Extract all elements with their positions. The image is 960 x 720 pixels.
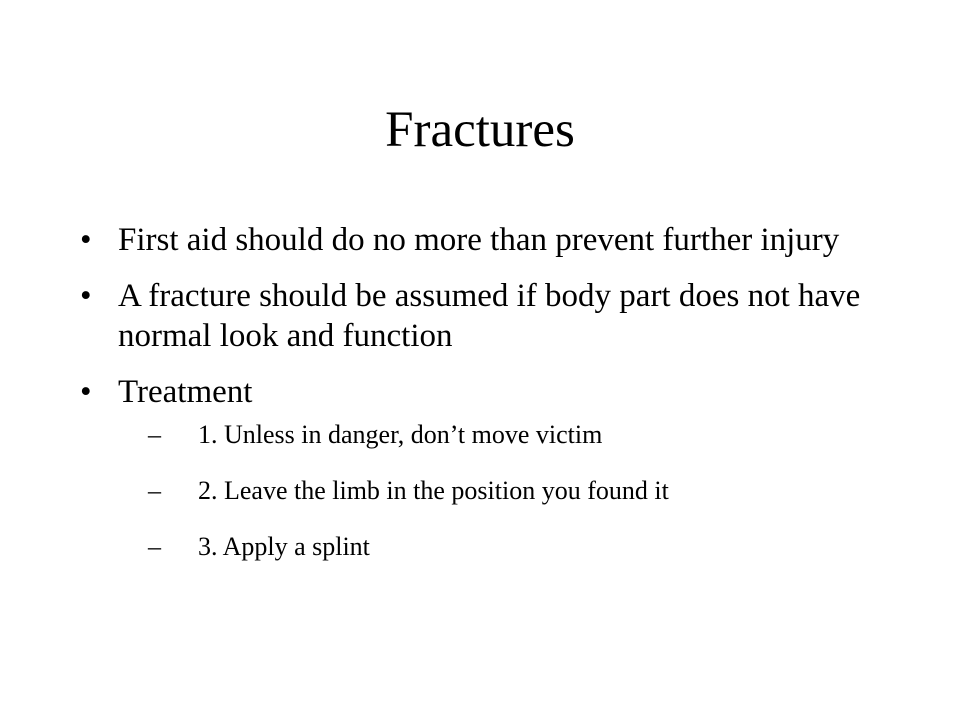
sub-bullet-marker: – (148, 476, 161, 505)
sub-bullet-text: 3. Apply a splint (198, 532, 370, 561)
sub-bullet-item (148, 420, 900, 450)
bullet-item (80, 372, 900, 562)
slide-title: Fractures (385, 102, 575, 158)
sub-bullet-item (148, 476, 900, 506)
bullet-item (80, 276, 900, 356)
bullet-text: First aid should do no more than prevent further injury (118, 222, 840, 258)
bullet-marker: • (80, 374, 92, 410)
bullet-text: Treatment (118, 374, 253, 410)
sub-bullet-list (118, 420, 900, 562)
bullet-item (80, 220, 900, 260)
bullet-marker: • (80, 278, 92, 314)
bullet-text: A fracture should be assumed if body part does not have normal look and function (118, 278, 861, 354)
bullet-marker: • (80, 222, 92, 258)
sub-bullet-item (148, 532, 900, 562)
sub-bullet-text: 1. Unless in danger, don’t move victim (198, 420, 603, 449)
sub-bullet-marker: – (148, 532, 161, 561)
bullet-list (80, 220, 900, 588)
sub-bullet-marker: – (148, 420, 161, 449)
sub-bullet-text: 2. Leave the limb in the position you found it (198, 476, 669, 505)
